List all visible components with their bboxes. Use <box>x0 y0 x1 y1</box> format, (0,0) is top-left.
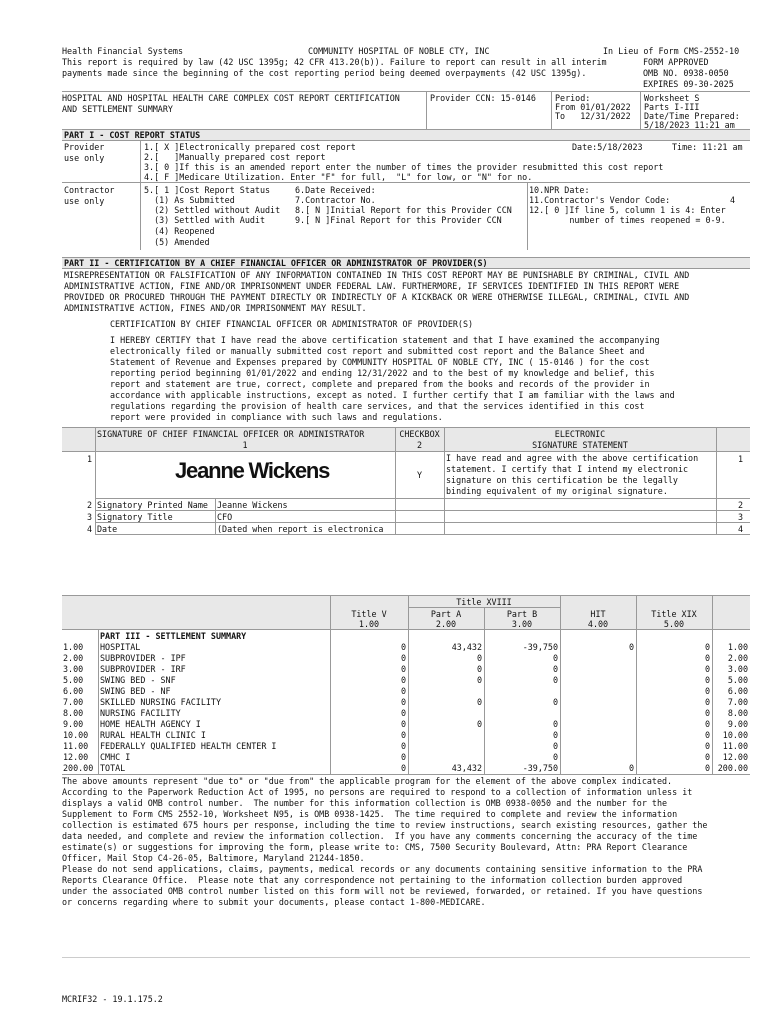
sig-row-3-right: 3 <box>737 512 743 522</box>
sig-col1-number: 1 <box>242 440 248 450</box>
settlement-value: 0 <box>704 675 710 685</box>
provider-ccn: Provider CCN: 15-0146 <box>430 93 536 103</box>
part3-heading: PART III - SETTLEMENT SUMMARY <box>100 631 247 641</box>
settlement-line-right: 1.00 <box>727 642 748 652</box>
settlement-value: 0 <box>400 675 406 685</box>
header-provider-name: COMMUNITY HOSPITAL OF NOBLE CTY, INC <box>308 46 490 56</box>
part2-heading: PART II - CERTIFICATION BY A CHIEF FINANCIAL OFFICER OR ADMINISTRATOR OF PROVIDER(S) <box>64 258 488 268</box>
settlement-line-right: 3.00 <box>727 664 748 674</box>
settlement-value: 43,432 <box>451 763 482 773</box>
settlement-value: 0 <box>400 697 406 707</box>
settlement-line-number: 10.00 <box>63 730 89 740</box>
settlement-description: CMHC I <box>100 752 131 762</box>
settlement-value: 0 <box>704 686 710 696</box>
npr-date: 10.NPR Date: <box>529 185 590 195</box>
cert-line-1: I HEREBY CERTIFY that I have read the above certification statement and that I have examined the accompanying <box>110 335 660 345</box>
col-title-v: Title V <box>351 609 387 619</box>
settlement-footnote: The above amounts represent "due to" or "due from" the applicable program for the element of the above complex indicated. <box>62 776 673 786</box>
sig-statement-1: I have read and agree with the above certification <box>446 453 699 463</box>
settlement-line-right: 10.00 <box>722 730 748 740</box>
settlement-value: 0 <box>400 730 406 740</box>
settlement-line-number: 7.00 <box>63 697 84 707</box>
settlement-value: -39,750 <box>522 642 558 652</box>
part1-time: Time: 11:21 am <box>672 142 743 152</box>
settlement-value: 0 <box>552 675 558 685</box>
sig-col1-header: SIGNATURE OF CHIEF FINANCIAL OFFICER OR ADMINISTRATOR <box>97 429 365 439</box>
cert-line-5: report and statement are true, correct, complete and prepared from the books and records of the provider in <box>110 379 650 389</box>
paperwork-line-8: Please do not send applications, claims, payments, medical records or any documents containing sensitive information to the PRA <box>62 864 703 874</box>
date-prepared: 5/18/2023 11:21 am <box>644 120 735 130</box>
settlement-value: 43,432 <box>451 642 482 652</box>
cert-line-2: electronically filed or manually submitted cost report and submitted cost report and the Balance Sheet and <box>110 346 645 356</box>
settlement-description: HOME HEALTH AGENCY I <box>100 719 201 729</box>
sig-col3-header-1: ELECTRONIC <box>554 429 606 439</box>
date-received: 6.Date Received: <box>295 185 376 195</box>
period-to: To 12/31/2022 <box>555 111 631 121</box>
sig-col2-number: 2 <box>416 440 423 450</box>
col-title-xix: Title XIX <box>651 609 697 619</box>
sig-checkbox-value: Y <box>416 470 423 480</box>
settlement-description: HOSPITAL <box>100 642 141 652</box>
signatory-name-value: Jeanne Wickens <box>217 500 288 510</box>
settlement-line-number: 3.00 <box>63 664 84 674</box>
settlement-description: FEDERALLY QUALIFIED HEALTH CENTER I <box>100 741 277 751</box>
col-part-a-num: 2.00 <box>435 619 457 629</box>
col-title-xix-num: 5.00 <box>663 619 685 629</box>
sig-row-3-number: 3 <box>86 512 92 522</box>
header-left: Health Financial Systems <box>62 46 184 56</box>
signatory-date-value: (Dated when report is electronica <box>217 524 384 534</box>
settlement-line-number: 6.00 <box>63 686 84 696</box>
settlement-value: 0 <box>400 664 406 674</box>
settlement-description: SUBPROVIDER - IRF <box>100 664 186 674</box>
paperwork-line-11: or concerns regarding where to submit your documents, please contact 1-800-MEDICARE. <box>62 897 486 907</box>
settlement-value: 0 <box>476 675 482 685</box>
electronic-signature: Jeanne Wickens <box>175 458 330 483</box>
cert-line-7: regulations regarding the provision of health care services, and that the services identified in this cost <box>110 401 645 411</box>
settlement-value: 0 <box>476 719 482 729</box>
date-prepared-label: Date/Time Prepared: <box>644 111 740 121</box>
settlement-description: SUBPROVIDER - IPF <box>100 653 186 663</box>
part1-date: Date:5/18/2023 <box>572 142 643 152</box>
sig-col3-header-2: SIGNATURE STATEMENT <box>532 440 628 450</box>
paperwork-line-1: According to the Paperwork Reduction Act of 1995, no persons are required to respond to a collection of information unless it <box>62 787 693 797</box>
settlement-value: 0 <box>476 664 482 674</box>
contractor-use-label-2: use only <box>64 196 105 206</box>
settlement-line-number: 8.00 <box>63 708 84 718</box>
notice-line-1: This report is required by law (42 USC 1395g; 42 CFR 413.20(b)). Failure to report can result in all interim <box>62 57 607 67</box>
settlement-line-right: 5.00 <box>727 675 748 685</box>
sig-col2-header: CHECKBOX <box>399 429 440 439</box>
form-approved: FORM APPROVED <box>643 57 709 67</box>
paperwork-line-5: data needed, and complete and review the information collection. If you have any comments concerning the accuracy of the time <box>62 831 698 841</box>
settlement-line-number: 12.00 <box>63 752 89 762</box>
col-part-b-num: 3.00 <box>511 619 533 629</box>
sig-row-1-right: 1 <box>737 454 743 464</box>
sig-statement-3: signature on this certification be the legally <box>446 475 678 485</box>
vendor-code-value: 4 <box>730 195 736 205</box>
settlement-line-right: 9.00 <box>727 719 748 729</box>
settlement-value: 0 <box>628 763 634 773</box>
sig-row-2-number: 2 <box>86 500 92 510</box>
settlement-value: 0 <box>704 752 710 762</box>
settlement-value: 0 <box>552 697 558 707</box>
settlement-value: 0 <box>704 763 710 773</box>
cert-heading: CERTIFICATION BY CHIEF FINANCIAL OFFICER OR ADMINISTRATOR OF PROVIDER(S) <box>110 319 474 329</box>
period-from: From 01/01/2022 <box>555 102 631 112</box>
reopened-times-note: number of times reopened = 0-9. <box>529 215 726 225</box>
final-report: 9.[ N ]Final Report for this Provider CCN <box>295 215 502 225</box>
contractor-use-label-1: Contractor <box>64 185 115 195</box>
settlement-line-right: 11.00 <box>722 741 748 751</box>
omb-number: OMB NO. 0938-0050 <box>643 68 729 78</box>
settlement-value: 0 <box>552 752 558 762</box>
settlement-value: 0 <box>400 653 406 663</box>
settlement-value: 0 <box>476 653 482 663</box>
signatory-title-value: CFO <box>217 512 233 522</box>
warning-line-4: ADMINISTRATIVE ACTION, FINES AND/OR IMPRISONMENT MAY RESULT. <box>64 303 367 313</box>
warning-line-1: MISREPRESENTATION OR FALSIFICATION OF ANY INFORMATION CONTAINED IN THIS COST REPORT MAY BE PUNISHABLE BY CRIMINAL, CIVIL AND <box>64 270 690 280</box>
col-hit-num: 4.00 <box>587 619 609 629</box>
sig-row-4-number: 4 <box>86 524 92 534</box>
settlement-value: 0 <box>704 741 710 751</box>
settlement-line-right: 200.00 <box>717 763 748 773</box>
initial-report: 8.[ N ]Initial Report for this Provider CCN <box>295 205 512 215</box>
vendor-code-label: 11.Contractor's Vendor Code: <box>529 195 671 205</box>
settlement-line-number: 1.00 <box>63 642 84 652</box>
settlement-value: 0 <box>704 708 710 718</box>
settlement-value: 0 <box>704 664 710 674</box>
report-title-line-1: HOSPITAL AND HOSPITAL HEALTH CARE COMPLEX COST REPORT CERTIFICATION <box>62 93 400 103</box>
settlement-value: 0 <box>400 719 406 729</box>
worksheet-parts: Parts I-III <box>644 102 700 112</box>
settlement-value: 0 <box>552 664 558 674</box>
status-as-submitted: (1) As Submitted <box>144 195 235 205</box>
settlement-line-right: 12.00 <box>722 752 748 762</box>
paperwork-line-4: collection is estimated 675 hours per response, including the time to review instructions, search existing resources, gather the <box>62 820 708 830</box>
status-item-5: 5.[ 1 ]Cost Report Status <box>144 185 271 195</box>
warning-line-3: PROVIDED OR PROCURED THROUGH THE PAYMENT DIRECTLY OR INDIRECTLY OF A KICKBACK OR WERE OTHERWISE ILLEGAL, CRIMINAL, CIVIL AND <box>64 292 690 302</box>
contractor-number: 7.Contractor No. <box>295 195 376 205</box>
cert-line-8: report were provided in compliance with such laws and regulations. <box>110 412 443 422</box>
settlement-value: 0 <box>552 719 558 729</box>
signatory-name-label: Signatory Printed Name <box>97 500 208 510</box>
signatory-date-label: Date <box>97 524 118 534</box>
reopened-times: 12.[ 0 ]If line 5, column 1 is 4: Enter <box>529 205 726 215</box>
provider-use-label-1: Provider <box>64 142 105 152</box>
cert-line-4: reporting period beginning 01/01/2022 and ending 12/31/2022 and to the best of my knowledge and belief, this <box>110 368 655 378</box>
settlement-line-number: 11.00 <box>63 741 89 751</box>
status-settled-without-audit: (2) Settled without Audit <box>144 205 281 215</box>
status-amended: (5) Amended <box>144 237 210 247</box>
provider-use-label-2: use only <box>64 153 105 163</box>
cert-line-6: accordance with applicable instructions, except as noted. I further certify that I am familiar with the laws and <box>110 390 675 400</box>
settlement-value: 0 <box>704 642 710 652</box>
settlement-value: 0 <box>400 741 406 751</box>
sig-row-2-right: 2 <box>737 500 743 510</box>
cert-line-3: Statement of Revenue and Expenses prepared by COMMUNITY HOSPITAL OF NOBLE CTY, INC ( 15-0146 ) for the cost <box>110 357 650 367</box>
period-label: Period: <box>555 93 591 103</box>
settlement-value: 0 <box>704 730 710 740</box>
settlement-description: RURAL HEALTH CLINIC I <box>100 730 206 740</box>
settlement-value: 0 <box>552 741 558 751</box>
sig-statement-4: binding equivalent of my original signature. <box>446 486 668 496</box>
header-form-number: In Lieu of Form CMS-2552-10 <box>603 46 740 56</box>
col-title-v-num: 1.00 <box>358 619 380 629</box>
sig-statement-2: statement. I certify that I intend my electronic <box>446 464 689 474</box>
settlement-value: 0 <box>400 686 406 696</box>
sig-row-1-number: 1 <box>86 454 92 464</box>
worksheet-label: Worksheet S <box>644 93 700 103</box>
paperwork-line-3: Supplement to Form CMS 2552-10, Worksheet N95, is OMB 0938-1425. The time required to complete and review the information <box>62 809 678 819</box>
settlement-value: 0 <box>400 708 406 718</box>
part1-heading: PART I - COST REPORT STATUS <box>64 130 201 140</box>
settlement-line-right: 2.00 <box>727 653 748 663</box>
settlement-value: 0 <box>400 752 406 762</box>
settlement-description: SWING BED - SNF <box>100 675 176 685</box>
notice-line-2: payments made since the beginning of the cost reporting period being deemed overpayments (42 USC 1395g). <box>62 68 587 78</box>
paperwork-line-7: Officer, Mail Stop C4-26-05, Baltimore, Maryland 21244-1850. <box>62 853 365 863</box>
paperwork-line-2: displays a valid OMB control number. The number for this information collection is OMB 0938-0050 and the number for the <box>62 798 668 808</box>
settlement-value: 0 <box>400 763 406 773</box>
settlement-line-number: 2.00 <box>63 653 84 663</box>
signatory-title-label: Signatory Title <box>97 512 173 522</box>
settlement-value: 0 <box>704 719 710 729</box>
settlement-value: -39,750 <box>522 763 558 773</box>
settlement-line-number: 200.00 <box>63 763 94 773</box>
settlement-line-right: 8.00 <box>727 708 748 718</box>
settlement-line-number: 5.00 <box>63 675 84 685</box>
expiration-date: EXPIRES 09-30-2025 <box>643 79 734 89</box>
footer-code: MCRIF32 - 19.1.175.2 <box>62 994 163 1004</box>
part1-item-2: 2.[ ]Manually prepared cost report <box>144 152 326 162</box>
part1-item-1: 1.[ X ]Electronically prepared cost report <box>144 142 356 152</box>
paperwork-line-9: Reports Clearance Office. Please note that any correspondence not pertaining to the information collection burden approved <box>62 875 683 885</box>
settlement-value: 0 <box>552 730 558 740</box>
settlement-value: 0 <box>552 653 558 663</box>
warning-line-2: ADMINISTRATIVE ACTION, FINE AND/OR IMPRISONMENT UNDER FEDERAL LAW. FURTHERMORE, IF SERVICES IDENTIFIED IN THIS REPORT WERE <box>64 281 680 291</box>
settlement-description: TOTAL <box>100 763 126 773</box>
part1-item-3: 3.[ 0 ]If this is an amended report enter the number of times the provider resubmitted this cost report <box>144 162 664 172</box>
sig-row-4-right: 4 <box>737 524 743 534</box>
settlement-description: SWING BED - NF <box>100 686 171 696</box>
settlement-value: 0 <box>400 642 406 652</box>
col-part-b: Part B <box>506 609 538 619</box>
settlement-value: 0 <box>476 697 482 707</box>
paperwork-line-10: under the associated OMB control number listed on this form will not be reviewed, forwarded, or retained. If you have questions <box>62 886 703 896</box>
status-reopened: (4) Reopened <box>144 226 215 236</box>
settlement-line-right: 6.00 <box>727 686 748 696</box>
status-settled-with-audit: (3) Settled with Audit <box>144 215 266 225</box>
settlement-value: 0 <box>704 653 710 663</box>
settlement-description: NURSING FACILITY <box>100 708 181 718</box>
col-hit: HIT <box>590 609 606 619</box>
col-part-a: Part A <box>430 609 462 619</box>
report-title-line-2: AND SETTLEMENT SUMMARY <box>62 104 173 114</box>
settlement-line-right: 7.00 <box>727 697 748 707</box>
settlement-value: 0 <box>704 697 710 707</box>
paperwork-line-6: estimate(s) or suggestions for improving the form, please write to: CMS, 7500 Security Boulevard, Attn: PRA Report Clearance <box>62 842 688 852</box>
title-xviii-header: Title XVIII <box>456 597 512 607</box>
settlement-value: 0 <box>628 642 634 652</box>
settlement-line-number: 9.00 <box>63 719 84 729</box>
settlement-description: SKILLED NURSING FACILITY <box>100 697 222 707</box>
part1-item-4: 4.[ F ]Medicare Utilization. Enter "F" for full, "L" for low, or "N" for no. <box>144 172 533 182</box>
